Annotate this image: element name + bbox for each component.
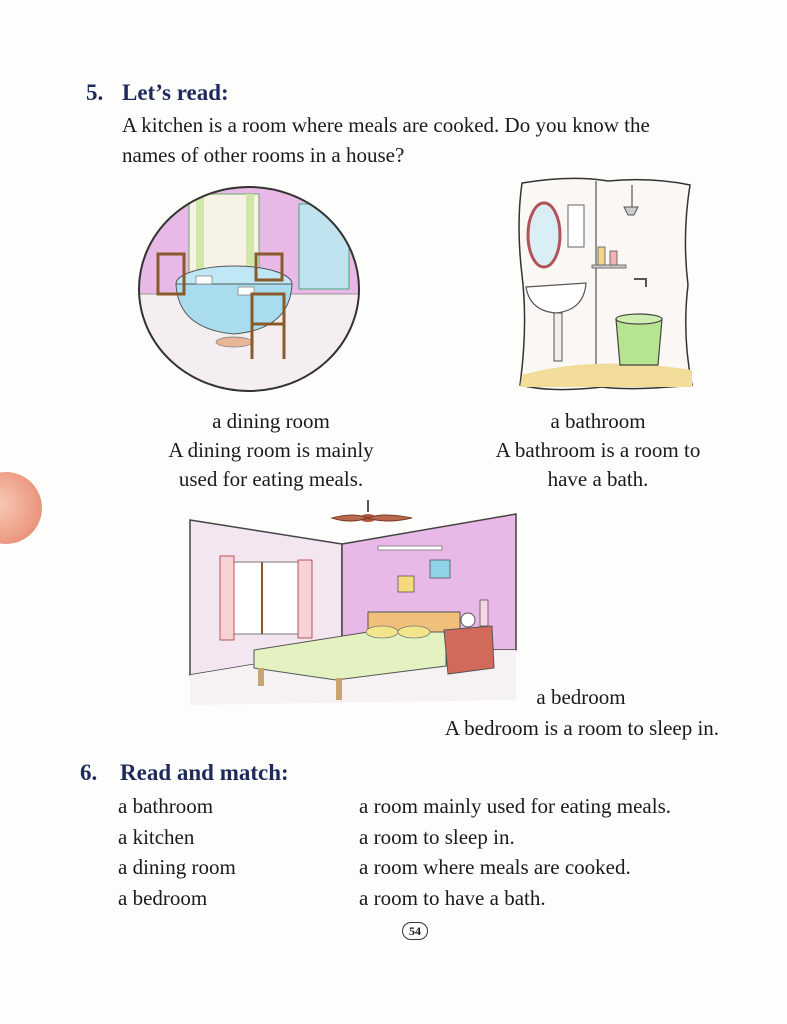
match-right-item: a room where meals are cooked. bbox=[359, 855, 631, 879]
match-left-column bbox=[118, 791, 236, 913]
finger-photo-edge bbox=[0, 472, 42, 544]
match-right-item: a room mainly used for eating meals. bbox=[359, 794, 671, 818]
section-5-heading bbox=[86, 80, 229, 106]
bedroom-desc-line-1: A bedroom is a room to sleep in. bbox=[444, 716, 720, 740]
bathroom-caption bbox=[460, 407, 736, 494]
section-5-title: Let’s read: bbox=[122, 80, 229, 105]
match-left-item: a bathroom bbox=[118, 794, 214, 818]
dining-room-name: a dining room bbox=[212, 409, 330, 433]
bedroom-illustration bbox=[186, 500, 522, 712]
dining-room-caption bbox=[140, 407, 402, 494]
match-left-item: a bedroom bbox=[118, 885, 208, 910]
intro-line-2: names of other rooms in a house? bbox=[122, 143, 405, 167]
intro-line-1: A kitchen is a room where meals are cooked. Do you know the bbox=[122, 113, 650, 137]
bathroom-name: a bathroom bbox=[550, 409, 646, 433]
bathroom-illustration bbox=[512, 175, 700, 397]
page-number: 54 bbox=[402, 922, 428, 940]
match-right-item: a room to have a bath. bbox=[359, 885, 546, 910]
match-right-column bbox=[359, 791, 671, 913]
match-left-item: a kitchen bbox=[118, 824, 195, 849]
dining-room-desc-line-2: used for eating meals. bbox=[178, 467, 364, 491]
section-6-heading bbox=[80, 760, 289, 786]
section-5-intro bbox=[122, 110, 650, 170]
bedroom-name: a bedroom bbox=[536, 685, 626, 709]
section-6-number: 6. bbox=[80, 760, 98, 785]
match-left-item: a dining room bbox=[118, 855, 236, 879]
dining-room-illustration bbox=[134, 184, 364, 396]
bathroom-desc-line-2: have a bath. bbox=[547, 467, 649, 491]
match-right-item: a room to sleep in. bbox=[359, 824, 515, 849]
section-5-number: 5. bbox=[86, 80, 104, 105]
dining-room-desc-line-1: A dining room is mainly bbox=[168, 438, 374, 462]
section-6-title: Read and match: bbox=[120, 760, 289, 785]
bathroom-desc-line-1: A bathroom is a room to bbox=[495, 438, 701, 462]
